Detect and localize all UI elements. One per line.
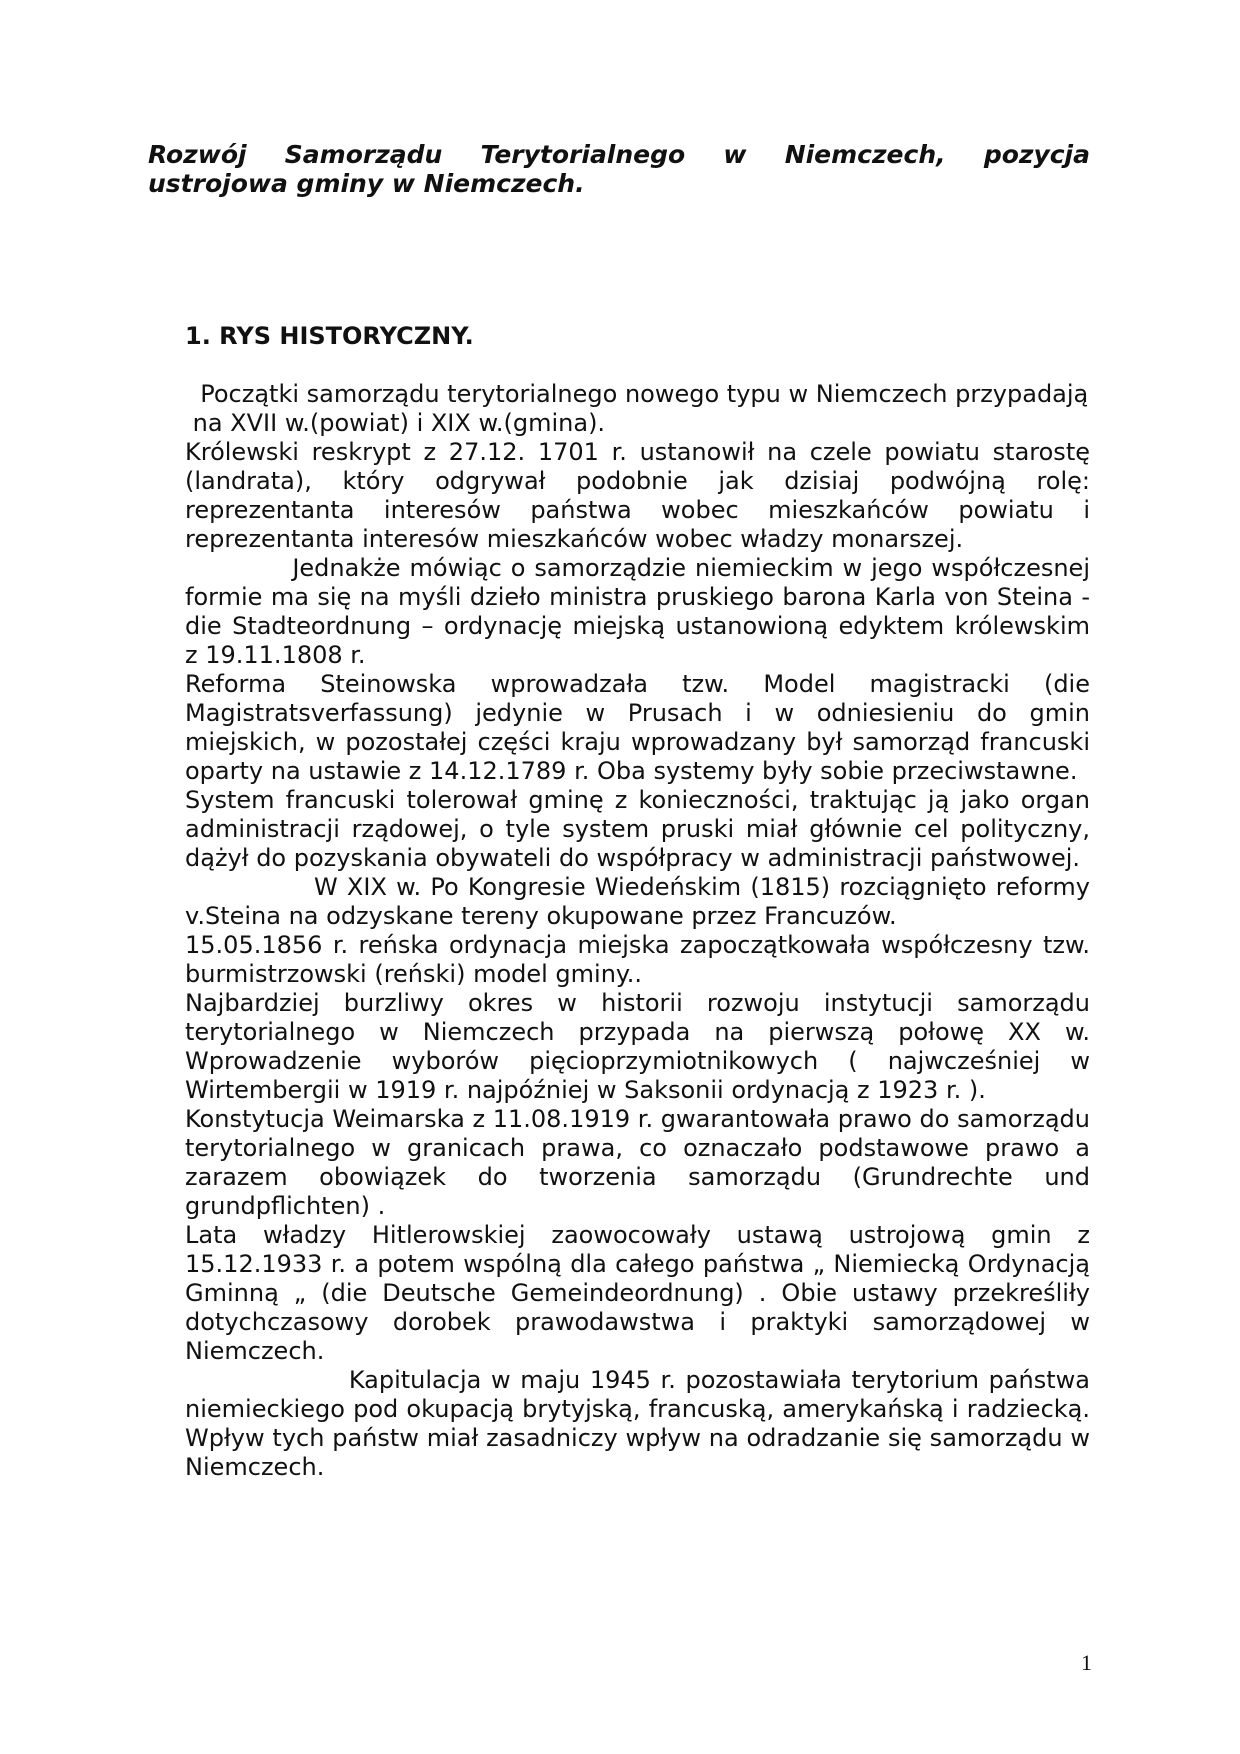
paragraph: Lata władzy Hitlerowskiej zaowocowały ustawą ustrojową gmin z 15.12.1933 r. a potem wspólną dla całego państwa „ Niemiecką Ordynacją Gminną „ (die Deutsche Gemeindeordnung) . Obie ustawy przekreśliły dotychczasowy dorobek prawodawstwa i praktyki samorządowej w Niemczech. xyxy=(185,1221,1090,1365)
paragraph: Najbardziej burzliwy okres w historii rozwoju instytucji samorządu terytorialnego w Niemczech przypada na pierwszą połowę XX w. Wprowadzenie wyborów pięcioprzymiotnikowych ( najwcześniej w Wirtembergii w 1919 r. najpóźniej w Saksonii ordynacją z 1923 r. ). xyxy=(185,989,1090,1104)
paragraph: 15.05.1856 r. reńska ordynacja miejska zapoczątkowała współczesny tzw. burmistrzowski (reński) model gminy.. xyxy=(185,931,1090,988)
page-number: 1 xyxy=(1081,1650,1092,1675)
paragraph: Konstytucja Weimarska z 11.08.1919 r. gwarantowała prawo do samorządu terytorialnego w granicach prawa, co oznaczało podstawowe prawo a zarazem obowiązek do tworzenia samorządu (Grundrechte und grundpflichten) . xyxy=(185,1105,1090,1220)
paragraph: Reforma Steinowska wprowadzała tzw. Model magistracki (die Magistratsverfassung) jedynie w Prusach i w odniesieniu do gmin miejskich, w pozostałej części kraju wprowadzany był samorząd francuski oparty na ustawie z 14.12.1789 r. Oba systemy były sobie przeciwstawne. xyxy=(185,670,1090,785)
document-body xyxy=(185,380,1090,1482)
paragraph: Początki samorządu terytorialnego nowego typu w Niemczech przypadają xyxy=(185,380,1089,408)
paragraph: W XIX w. Po Kongresie Wiedeńskim (1815) rozciągnięto reformy v.Steina na odzyskane tereny okupowane przez Francuzów. xyxy=(185,873,1090,930)
document-title: Rozwój Samorządu Terytorialnego w Niemczech, pozycja ustrojowa gminy w Niemczech. xyxy=(148,140,1090,198)
section-heading: 1. RYS HISTORYCZNY. xyxy=(185,322,474,350)
paragraph: Kapitulacja w maju 1945 r. pozostawiała terytorium państwa niemieckiego pod okupacją brytyjską, francuską, amerykańską i radziecką. Wpływ tych państw miał zasadniczy wpływ na odradzanie się samorządu w Niemczech. xyxy=(185,1366,1090,1481)
paragraph: System francuski tolerował gminę z konieczności, traktując ją jako organ administracji rządowej, o tyle system pruski miał głównie cel polityczny, dążył do pozyskania obywateli do współpracy w administracji państwowej. xyxy=(185,786,1090,872)
paragraph: na XVII w.(powiat) i XIX w.(gmina). xyxy=(185,409,606,437)
paragraph: Jednakże mówiąc o samorządzie niemieckim w jego współczesnej formie ma się na myśli dzieło ministra pruskiego barona Karla von Steina - die Stadteordnung – ordynację miejską ustanowioną edyktem królewskim z 19.11.1808 r. xyxy=(185,554,1090,669)
paragraph: Królewski reskrypt z 27.12. 1701 r. ustanowił na czele powiatu starostę (landrata), który odgrywał podobnie jak dzisiaj podwójną rolę: reprezentanta interesów państwa wobec mieszkańców powiatu i reprezentanta interesów mieszkańców wobec władzy monarszej. xyxy=(185,438,1090,553)
